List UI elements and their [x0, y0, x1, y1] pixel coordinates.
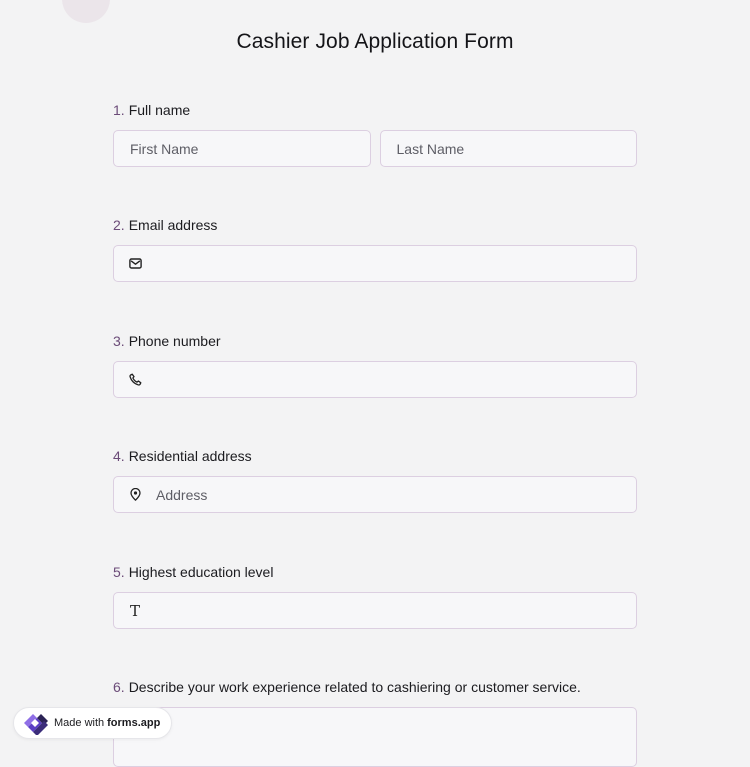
envelope-icon — [128, 257, 142, 271]
badge-brand: forms.app — [107, 717, 161, 729]
badge-prefix: Made with — [54, 717, 105, 729]
question-number: 1. — [113, 102, 125, 118]
forms-app-logo-icon — [20, 711, 50, 735]
address-input[interactable] — [154, 486, 622, 504]
email-input[interactable] — [154, 255, 622, 273]
question-text: Email address — [128, 217, 218, 233]
phone-icon — [128, 373, 142, 387]
question-number: 2. — [113, 217, 125, 233]
phone-field[interactable] — [113, 361, 637, 398]
work-experience-textarea[interactable] — [113, 707, 637, 767]
question-work-experience — [113, 678, 637, 767]
education-field[interactable] — [113, 592, 637, 629]
question-text: Full name — [128, 102, 191, 118]
form-title: Cashier Job Application Form — [236, 30, 514, 53]
question-text: Highest education level — [128, 564, 274, 580]
last-name-input[interactable] — [395, 140, 623, 158]
education-input[interactable] — [154, 602, 622, 620]
decorative-circle-top — [62, 0, 110, 23]
first-name-input[interactable] — [128, 140, 356, 158]
question-label — [113, 447, 637, 465]
question-number: 4. — [113, 448, 125, 464]
first-name-field[interactable] — [113, 130, 371, 167]
phone-input[interactable] — [154, 371, 622, 389]
question-email — [113, 216, 637, 282]
question-number: 3. — [113, 333, 125, 349]
question-label — [113, 563, 637, 581]
text-icon: T — [129, 601, 140, 620]
question-label — [113, 332, 637, 350]
address-field[interactable] — [113, 476, 637, 513]
question-full-name — [113, 101, 637, 167]
question-education — [113, 563, 637, 629]
map-pin-icon — [128, 488, 142, 502]
question-number: 6. — [113, 679, 125, 695]
email-field[interactable] — [113, 245, 637, 282]
question-label — [113, 101, 637, 119]
question-number: 5. — [113, 564, 125, 580]
question-label — [113, 216, 637, 234]
question-text: Phone number — [128, 333, 221, 349]
last-name-field[interactable] — [380, 130, 638, 167]
made-with-forms-app-badge[interactable] — [13, 707, 172, 739]
question-address — [113, 447, 637, 513]
question-label — [113, 678, 637, 696]
question-text: Describe your work experience related to cashiering or customer service. — [128, 679, 581, 695]
question-text: Residential address — [128, 448, 252, 464]
question-phone — [113, 332, 637, 398]
